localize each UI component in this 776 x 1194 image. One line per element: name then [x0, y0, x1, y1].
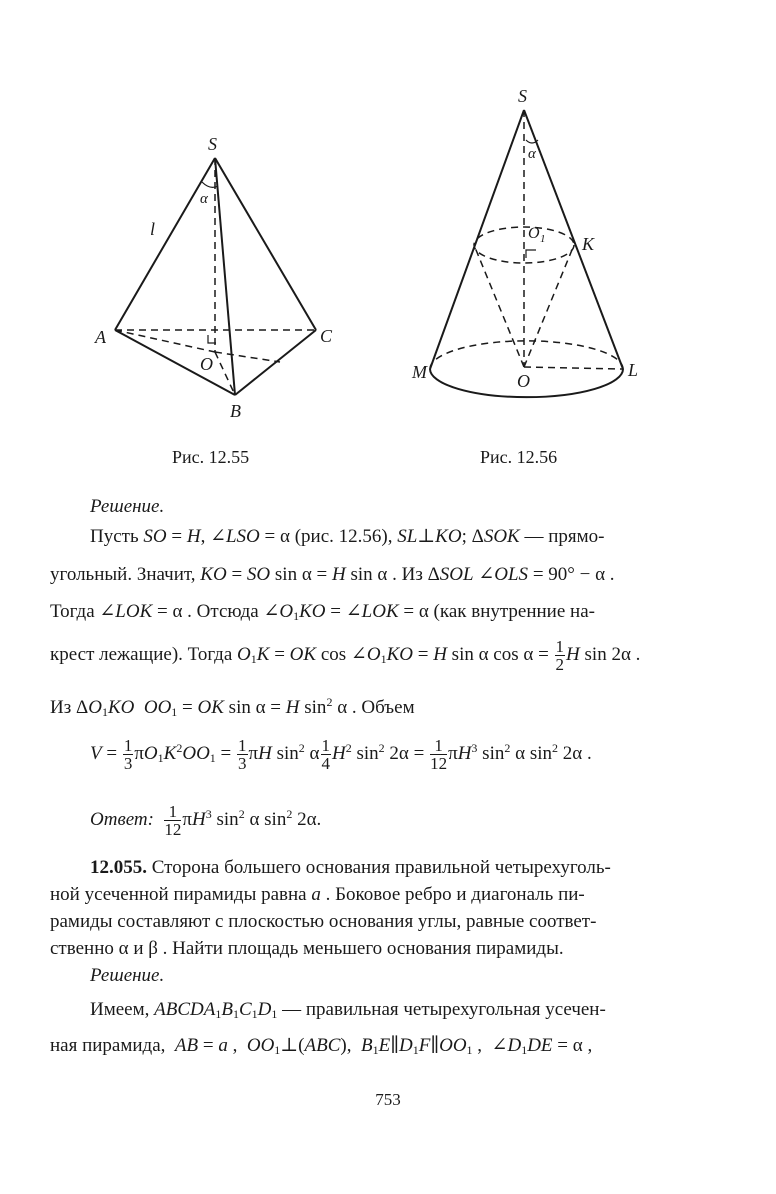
label-o1: O: [528, 225, 540, 242]
figure-caption: Рис. 12.55: [172, 447, 250, 467]
text-line: ной усеченной пирамиды равна a . Боковое ребро и диагональ пи-: [50, 884, 585, 905]
label-k: K: [582, 234, 595, 254]
pyramid-diagram: [90, 130, 350, 430]
page-number: 753: [375, 1090, 401, 1109]
text-line: угольный. Значит, KO = SO sin α = H sin α . Из ΔSOL ∠OLS = 90° − α .: [50, 564, 615, 585]
text-line: Тогда ∠LOK = α . Отсюда $\angle O_1KO$ = ∠LOK = α (как внутренние на-: [50, 601, 595, 623]
text-line: ная пирамида, AB = a , $OO_1\perp(ABC)$, $B_1E\parallel D_1F\parallel OO_1$ , $\angle D_1DE = \alpha$ ,: [50, 1035, 593, 1057]
label-alpha: α: [200, 191, 208, 207]
answer: Ответ: $\frac{1}{12}$ $\pi H^3$ $\sin^2 \alpha$ $\sin^2 2\alpha$.: [90, 802, 322, 839]
figure-caption: Рис. 12.56: [480, 447, 558, 467]
problem-statement: 12.055. Сторона большего основания правильной четырехуголь-: [90, 857, 611, 878]
label-l: L: [628, 360, 639, 380]
text-line: крест лежащие). Тогда $O_1K$ = OK $\cos \angle O_1KO = H$ sin α cos α = $\frac{1}{2}$ H sin 2α .: [50, 637, 641, 674]
label-l: l: [150, 219, 156, 239]
figure-12-55: [90, 130, 350, 430]
text-line: рамиды составляют с плоскостью основания углы, равные соответ-: [50, 911, 597, 932]
label-c: C: [320, 326, 333, 346]
label-o1-sub: 1: [540, 233, 546, 245]
figure-12-56: [410, 82, 670, 402]
label-s: S: [208, 134, 217, 154]
label-a: A: [95, 327, 106, 347]
label-b: B: [230, 401, 241, 421]
cone-diagram: [410, 82, 670, 402]
solution-heading: Решение.: [90, 965, 165, 986]
label-m: M: [412, 362, 427, 382]
text-line: Имеем, $ABCDA_1B_1C_1D_1$ — правильная четырехугольная усечен-: [90, 999, 606, 1021]
solution-heading: Решение.: [90, 496, 165, 517]
text-line: ственно α и β . Найти площадь меньшего основания пирамиды.: [50, 938, 564, 959]
label-o: O: [200, 354, 213, 374]
label-o: O: [517, 371, 530, 391]
label-s: S: [518, 86, 527, 106]
text-line: Пусть SO = H, ∠LSO = α (рис. 12.56), SL⊥KO; ΔSOK — прямо-: [90, 526, 605, 547]
label-alpha: α: [528, 146, 536, 162]
text-line: Из $\Delta O_1KO$ $OO_1$ = OK sin α = H $\sin^2 \alpha$ . Объем: [50, 695, 415, 719]
volume-formula: V = $\frac{1}{3}$ $\pi O_1K^2OO_1$ = $\frac{1}{3}$ πH $\sin^2 \alpha$ $\frac{1}{4}$ $H^2$ $\sin^2 2\alpha$ = $\frac{1}{12}$ $\pi H^3$ $\sin^2 \alpha$ $\sin^2 2\alpha$ .: [90, 736, 592, 773]
